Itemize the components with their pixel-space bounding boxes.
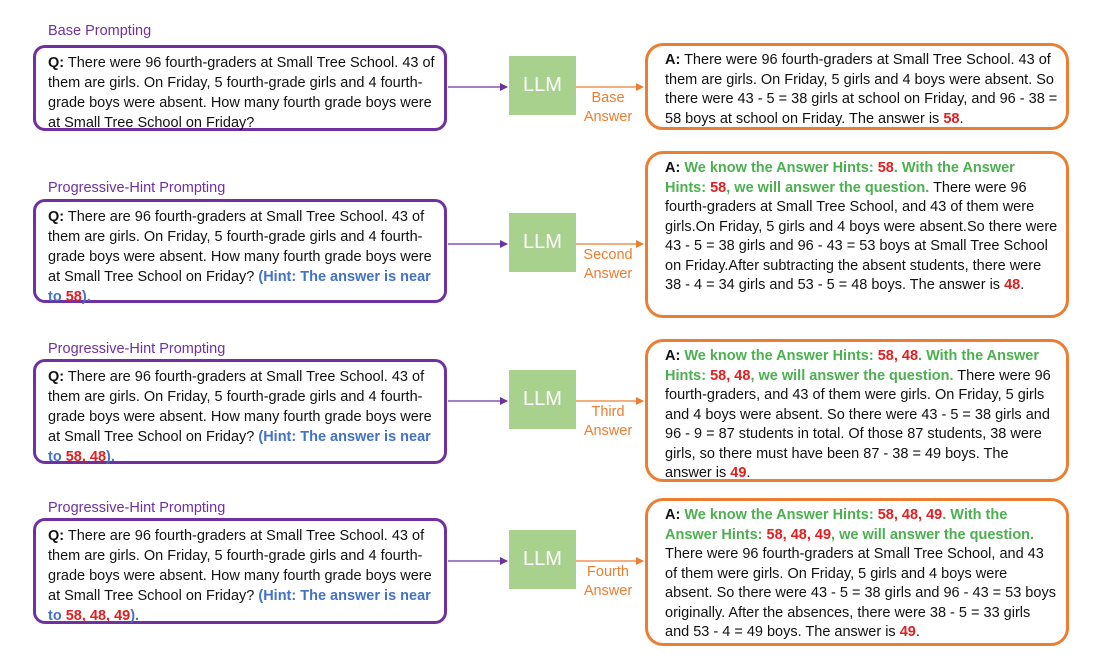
section-label-progressive-hint-3: Progressive-Hint Prompting xyxy=(48,500,226,516)
final-answer-value: 58 xyxy=(943,110,960,127)
hint-values: 58, 48, 49 xyxy=(65,608,131,624)
answer-prefix: A: xyxy=(665,507,681,523)
answer-hint-outro: , we will answer the question. xyxy=(750,367,954,384)
arrow-label-text: Base Answer xyxy=(583,90,633,125)
hint-suffix: ). xyxy=(81,289,91,305)
question-box-hint-2 xyxy=(33,359,447,464)
arrow-label-text: Second Answer xyxy=(583,247,633,282)
arrow-label-second-answer xyxy=(574,246,642,284)
arrow-label-third-answer xyxy=(574,403,642,441)
answer-prefix: A: xyxy=(665,348,681,364)
section-label-progressive-hint-1: Progressive-Hint Prompting xyxy=(48,180,226,196)
llm-block-1: LLM xyxy=(509,56,576,115)
answer-body: There were 96 fourth-graders at Small Tree School, and 43 of them were girls. On Friday, 5 girls and 4 boys were absent. So there were 43 - 5 = 38 girls and 96 - 43 = 53 boys originally. After the absences, there were 38 - 5 = 33 girls and 53 - 4 = 49 boys. The answer is xyxy=(665,546,1056,640)
question-box-hint-1 xyxy=(33,199,447,303)
llm-block-2: LLM xyxy=(509,213,576,272)
hint-suffix: ). xyxy=(130,608,140,624)
answer-prefix: A: xyxy=(665,160,681,176)
answer-hint-middle: . With the Answer Hints: xyxy=(665,348,1040,384)
arrow-label-fourth-answer xyxy=(574,563,642,601)
answer-box-hint-3 xyxy=(645,498,1069,646)
arrow-label-base-answer xyxy=(574,89,642,127)
answer-hint-values-1: 58, 48, 49 xyxy=(877,507,943,523)
question-box-hint-3 xyxy=(33,518,447,624)
answer-hint-values-2: 58, 48 xyxy=(710,367,751,384)
llm-block-3: LLM xyxy=(509,370,576,429)
question-prefix: Q: xyxy=(48,209,65,225)
question-text: There are 96 fourth-graders at Small Tree School. 43 of them are girls. On Friday, 5 fourth-grade girls and 4 fourth-grade boys were absent. How many fourth grade boys were at Small Tree School on Friday? xyxy=(48,528,432,604)
arrow-label-text: Third Answer xyxy=(583,404,633,439)
section-label-base-prompting: Base Prompting xyxy=(48,23,152,39)
question-prefix: Q: xyxy=(48,369,65,385)
question-text: There are 96 fourth-graders at Small Tree School. 43 of them are girls. On Friday, 5 fourth-grade girls and 4 fourth-grade boys were absent. How many fourth grade boys were at Small Tree School on Friday? xyxy=(48,209,432,285)
llm-block-4: LLM xyxy=(509,530,576,589)
answer-hint-intro: We know the Answer Hints: xyxy=(680,348,878,364)
answer-hint-outro: , we will answer the question. xyxy=(726,179,930,196)
answer-hint-values-2: 58 xyxy=(710,179,727,196)
answer-body: There were 96 fourth-graders, and 43 of them were girls. On Friday, 5 girls and 4 boys were absent. So there were 43 - 5 = 38 girls and 96 - 9 = 87 students in total. Of those 87 students, 38 were girls, so there must have been 87 - 38 = 49 boys. The answer is xyxy=(665,367,1051,481)
answer-box-base xyxy=(645,43,1069,130)
answer-hint-values-1: 58 xyxy=(877,160,894,176)
answer-end: . xyxy=(915,624,920,640)
answer-end: . xyxy=(1020,277,1025,293)
answer-hint-middle: . With the Answer Hints: xyxy=(665,160,1015,196)
answer-hint-values-2: 58, 48, 49 xyxy=(766,526,832,543)
answer-hint-outro: , we will answer the question. xyxy=(831,526,1035,543)
answer-body: There were 96 fourth-graders at Small Tree School. 43 of them are girls. On Friday, 5 girls and 4 boys were absent. So there were 43 - 5 = 38 girls at school on Friday, and 96 - 38 = 58 boys at school on Friday. The answer is xyxy=(665,52,1058,127)
question-text: There are 96 fourth-graders at Small Tree School. 43 of them are girls. On Friday, 5 fourth-grade girls and 4 fourth-grade boys were absent. How many fourth grade boys were at Small Tree School on Friday? xyxy=(48,369,432,445)
hint-prefix: (Hint: The answer is near to xyxy=(48,269,431,305)
answer-hint-values-1: 58, 48 xyxy=(877,348,919,364)
answer-box-hint-2 xyxy=(645,339,1069,482)
hint-suffix: ). xyxy=(106,449,115,465)
question-text: There were 96 fourth-graders at Small Tree School. 43 of them are girls. On Friday, 5 fourth-grade girls and 4 fourth-grade boys were absent. How many fourth grade boys were at Small Tree School on Friday? xyxy=(48,55,435,131)
hint-prefix: (Hint: The answer is near to xyxy=(48,588,431,624)
answer-prefix: A: xyxy=(665,52,681,68)
hint-values: 58, 48 xyxy=(65,449,107,465)
answer-end: . xyxy=(746,465,751,481)
answer-hint-intro: We know the Answer Hints: xyxy=(680,160,878,176)
answer-body: There were 96 fourth-graders at Small Tree School, and 43 of them were girls.On Friday, 5 girls and 4 boys were absent.So there were 43 - 5 = 38 girls and 96 - 43 = 53 boys at Small Tree School on Friday.After subtracting the absent students, there were 38 - 4 = 34 girls and 53 - 5 = 48 boys. The answer is xyxy=(665,179,1058,293)
final-answer-value: 49 xyxy=(730,465,747,481)
answer-end: . xyxy=(959,110,964,127)
answer-hint-middle: . With the Answer Hints: xyxy=(665,507,1008,543)
hint-values: 58 xyxy=(65,289,82,305)
question-box-base xyxy=(33,45,447,131)
final-answer-value: 49 xyxy=(899,624,916,640)
section-label-progressive-hint-2: Progressive-Hint Prompting xyxy=(48,341,226,357)
question-prefix: Q: xyxy=(48,528,65,544)
hint-prefix: (Hint: The answer is near to xyxy=(48,429,431,465)
question-prefix: Q: xyxy=(48,55,65,71)
arrow-label-text: Fourth Answer xyxy=(583,564,633,599)
answer-box-hint-1 xyxy=(645,151,1069,318)
answer-hint-intro: We know the Answer Hints: xyxy=(680,507,878,523)
final-answer-value: 48 xyxy=(1004,277,1021,293)
